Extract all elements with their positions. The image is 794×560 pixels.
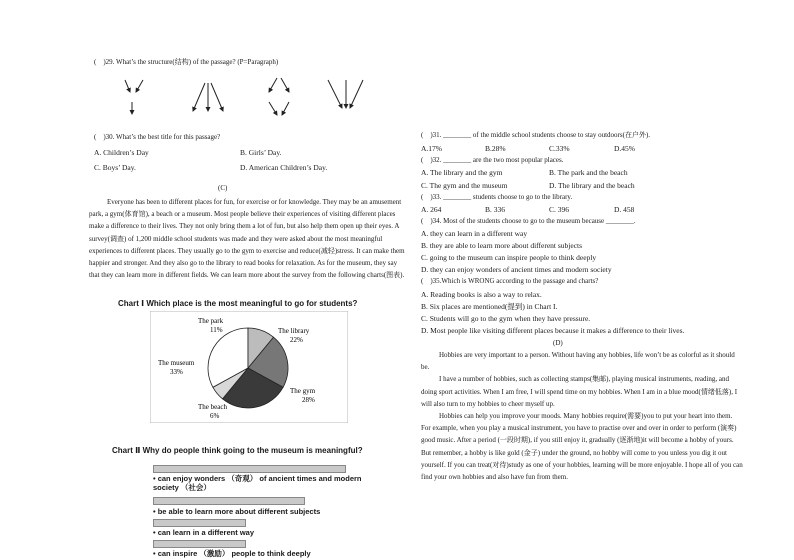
q35-option-a: A. Reading books is also a way to relax. [421, 290, 542, 299]
q35-option-b: B. Six places are mentioned(提到) in Chart I. [421, 302, 558, 311]
bar-label-1: • be able to learn more about different subjects [153, 507, 321, 516]
q32-option-d: D. The library and the beach [549, 181, 635, 190]
q33-option-d: D. 458 [614, 205, 635, 214]
q33-option-a: A. 264 [421, 205, 442, 214]
passage-c [89, 196, 407, 281]
question-33: ( )33. ________ students choose to go to the library. [421, 193, 573, 201]
pie-label-category: The library [278, 327, 310, 335]
q30-option-d: D. American Children’s Day. [240, 163, 328, 172]
q33-option-b: B. 336 [485, 205, 506, 214]
passage-d-paragraph-3: Hobbies can help you improve your moods. Many hobbies require(需要)you to put your heart into them. For example, when you play a musical instrument, you have to practise over and over in order to perform (演奏) good music. After a period (一段时期), if you still enjoy it, gradually (逐渐地)it will become a hobby of yours. But remember, a hobby is like gold (金子) under the ground, no hobby will come to you unless you dig it out yourself. If you can treat(对待)study as one of your hobbies, learning will be more enjoyable. I hope all of you can find your own hobbies and also have fun from them. [421, 412, 743, 482]
q30-option-a: A. Children’s Day [94, 148, 149, 157]
q32-option-a: A. The library and the gym [421, 168, 503, 177]
passage-c-paragraph: Everyone has been to different places for fun, for exercise or for knowledge. They may be an amusement park, a gym(体育馆), a beach or a museum. Most people believe their experiences of visiting different places make a difference to their lives. They not only bring them a lot of fun, but also help them open up their eyes. A survey(调查) of 1,200 middle school students was made and they were asked about the most meaningful experiences to different places. They usually go to the gym to exercise and reduce(减轻)stress. It can make them happier and stronger. And they also go to the library to read books for relaxation. As for the museum, they say that they can learn more in different fields. We can learn more about the survey from the following charts(图表). [89, 198, 405, 280]
pie-label-category: The gym [290, 387, 316, 395]
section-c-heading: (C) [218, 184, 228, 192]
q35-option-c: C. Students will go to the gym when they have pressure. [421, 314, 591, 323]
pie-label-percent: 22% [290, 336, 303, 344]
q31-option-c: C.33% [549, 144, 570, 153]
pie-label-category: The beach [198, 403, 227, 411]
passage-d [421, 349, 743, 483]
bar-1 [153, 497, 305, 505]
q34-option-c: C. going to the museum can inspire people to think deeply [421, 253, 597, 262]
pie-label-percent: 11% [210, 326, 223, 334]
q32-option-c: C. The gym and the museum [421, 181, 508, 190]
question-35: ( )35.Which is WRONG according to the passage and charts? [421, 277, 599, 285]
passage-d-paragraph-2: I have a number of hobbies, such as collecting stamps(集邮), playing musical instruments, reading, and doing sport activities. When I am free, I will spend time on my hobbies. When I am in a blue mood(情绪低落), I will also turn to my hobbies to cheer myself up. [421, 375, 738, 408]
q32-option-b: B. The park and the beach [549, 168, 628, 177]
q30-option-b: B. Girls’ Day. [240, 148, 282, 157]
bar-3 [153, 540, 246, 548]
bar-2 [153, 519, 246, 527]
bar-label-0: • can enjoy wonders （奇观） of ancient times and modern society （社会） [153, 474, 362, 492]
q34-option-a: A. they can learn in a different way [421, 229, 528, 238]
passage-d-paragraph-1: Hobbies are very important to a person. Without having any hobbies, life won’t be as colorful as it should be. [421, 351, 735, 372]
pie-label-percent: 28% [302, 396, 315, 404]
question-30: ( )30. What’s the best title for this passage? [94, 133, 221, 141]
q34-option-d: D. they can enjoy wonders of ancient times and modern society [421, 265, 612, 274]
q30-option-c: C. Boys’ Day. [94, 163, 136, 172]
chart-1-title: Chart Ⅰ Which place is the most meaningful to go for students? [118, 299, 358, 308]
q34-option-b: B. they are able to learn more about different subjects [421, 241, 583, 250]
bar-0 [153, 465, 346, 473]
pie-chart [150, 311, 348, 423]
q31-option-a: A.17% [421, 144, 443, 153]
question-32: ( )32. ________ are the two most popular places. [421, 156, 564, 164]
question-29: ( )29. What’s the structure(结构) of the passage? (P=Paragraph) [94, 58, 279, 66]
section-d-heading: (D) [553, 339, 563, 347]
pie-label-category: The museum [158, 359, 195, 367]
q31-option-d: D.45% [614, 144, 636, 153]
q33-option-c: C. 396 [549, 205, 570, 214]
question-34: ( )34. Most of the students choose to go to the museum because ________. [421, 217, 636, 225]
chart-2-title: Chart Ⅱ Why do people think going to the museum is meaningful? [112, 446, 363, 455]
pie-label-percent: 6% [210, 412, 220, 420]
bar-label-3: • can inspire （激励） people to think deeply [153, 549, 311, 558]
question-31: ( )31. ________ of the middle school students choose to stay outdoors(在户外). [421, 131, 651, 139]
pie-label-category: The park [198, 317, 224, 325]
bar-label-2: • can learn in a different way [153, 528, 254, 537]
structure-diagram [92, 68, 392, 126]
q35-option-d: D. Most people like visiting different places because it makes a difference to their lives. [421, 326, 685, 335]
q31-option-b: B.28% [485, 144, 506, 153]
pie-label-percent: 33% [170, 368, 183, 376]
